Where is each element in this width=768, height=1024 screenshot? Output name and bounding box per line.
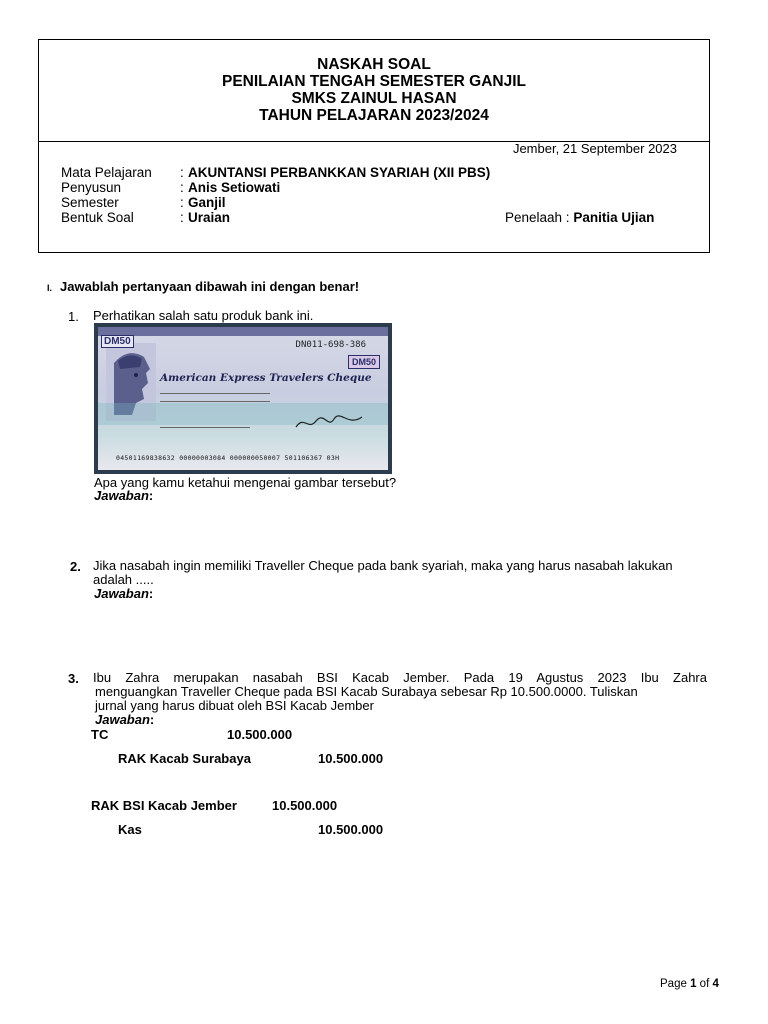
journal-debit: 10.500.000 — [272, 798, 338, 813]
reviewer-value: Panitia Ujian — [573, 210, 655, 225]
info-value: Uraian — [188, 210, 231, 225]
journal-credit: 10.500.000 — [318, 822, 384, 837]
cheque-body — [98, 327, 388, 470]
title-line: SMKS ZAINUL HASAN — [291, 90, 457, 107]
journal-account: RAK Kacab Surabaya — [118, 751, 251, 766]
cheque-line — [160, 427, 250, 428]
question-number: 3. — [68, 671, 79, 686]
info-label: Semester — [61, 195, 119, 210]
answer-label — [94, 587, 153, 601]
info-separator: : — [180, 210, 184, 225]
question-number: 1. — [68, 309, 79, 324]
question-text: menguangkan Traveller Cheque pada BSI Kacab Surabaya sebesar Rp 10.500.0000. Tuliskan — [95, 684, 638, 699]
page-footer — [660, 978, 719, 990]
section-instruction: Jawablah pertanyaan dibawah ini dengan benar! — [60, 279, 360, 294]
answer-label — [94, 489, 153, 503]
answer-colon: : — [149, 712, 155, 727]
info-row-semester — [61, 195, 490, 210]
section-number: I. — [47, 283, 53, 293]
reviewer — [505, 210, 654, 225]
page-number: 1 — [690, 978, 697, 990]
info-separator: : — [180, 195, 184, 210]
reviewer-label: Penelaah : — [505, 210, 570, 225]
info-separator: : — [180, 165, 184, 180]
question-number: 2. — [70, 559, 81, 574]
cheque-denomination: DM50 — [101, 335, 134, 348]
section-heading — [47, 279, 359, 294]
info-block — [61, 165, 490, 225]
question-text: jurnal yang harus dibuat oleh BSI Kacab Jember — [95, 698, 374, 713]
cheque-micr: 04501169838632 00000003084 000000050007 501106367 03H — [116, 454, 340, 462]
travelers-cheque-image — [94, 323, 392, 474]
answer-colon: : — [148, 488, 154, 503]
question-text: adalah ..... — [93, 572, 154, 587]
journal-account: RAK BSI Kacab Jember — [91, 798, 237, 813]
cheque-title: American Express Travelers Cheque — [160, 372, 372, 384]
page-word: Page — [660, 978, 687, 990]
cheque-top-band — [98, 327, 388, 336]
document-date: Jember, 21 September 2023 — [512, 141, 677, 156]
question-text: Ibu Zahra merupakan nasabah BSI Kacab Jember. Pada 19 Agustus 2023 Ibu Zahra — [93, 670, 707, 685]
signature-icon — [294, 413, 364, 433]
info-separator: : — [180, 180, 184, 195]
title-line: PENILAIAN TENGAH SEMESTER GANJIL — [222, 73, 526, 90]
answer-label-text: Jawaban — [95, 712, 150, 727]
cheque-denomination-badge: DM50 — [348, 355, 380, 369]
journal-debit: 10.500.000 — [227, 727, 293, 742]
title-area — [39, 40, 709, 142]
cheque-serial: DN011-698-386 — [295, 340, 366, 350]
header-box — [38, 39, 710, 253]
journal-account: TC — [91, 727, 109, 742]
answer-label — [95, 713, 154, 727]
question-text: Jika nasabah ingin memiliki Traveller Cheque pada bank syariah, maka yang harus nasabah lakukan — [93, 558, 673, 573]
info-row-subject — [61, 165, 490, 180]
answer-label-text: Jawaban — [94, 586, 149, 601]
journal-credit: 10.500.000 — [318, 751, 384, 766]
of-word: of — [699, 978, 710, 990]
info-row-form — [61, 210, 490, 225]
title-line: TAHUN PELAJARAN 2023/2024 — [259, 107, 489, 124]
cheque-line — [160, 401, 270, 402]
info-label: Penyusun — [61, 180, 122, 195]
cheque-line — [160, 393, 270, 394]
title-line: NASKAH SOAL — [317, 56, 431, 73]
info-row-author — [61, 180, 490, 195]
info-value: AKUNTANSI PERBANKKAN SYARIAH (XII PBS) — [188, 165, 491, 180]
journal-account: Kas — [118, 822, 142, 837]
question-followup: Apa yang kamu ketahui mengenai gambar tersebut? — [94, 475, 397, 490]
page-total: 4 — [712, 978, 719, 990]
answer-label-text: Jawaban — [94, 488, 149, 503]
info-label: Bentuk Soal — [61, 210, 134, 225]
answer-colon: : — [148, 586, 154, 601]
info-value: Anis Setiowati — [188, 180, 281, 195]
info-value: Ganjil — [188, 195, 226, 210]
info-label: Mata Pelajaran — [61, 165, 152, 180]
question-text: Perhatikan salah satu produk bank ini. — [93, 308, 314, 323]
